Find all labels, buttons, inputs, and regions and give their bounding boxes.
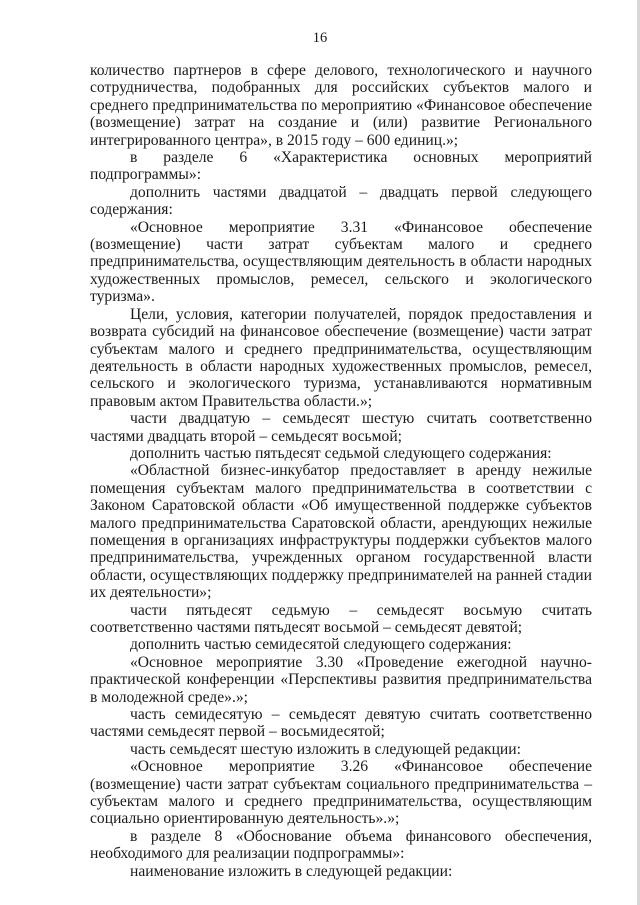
paragraph: «Областной бизнес-инкубатор предоставляет в аренду нежилые помещения субъектам малого предпринимательства в соответствии с Законом Саратовской области «Об имущественной поддержке субъектов малого предпринимательства Саратовской области, арендующих нежилые помещения в организациях инфраструктуры поддержки субъектов малого предпринимательства, учрежденных органом государственной власти области, осуществляющих поддержку предпринимателей на ранней стадии их деятельности»; bbox=[90, 462, 592, 602]
paragraph: в разделе 6 «Характеристика основных мероприятий подпрограммы»: bbox=[90, 149, 592, 184]
paragraph: части пятьдесят седьмую – семьдесят восьмую считать соответственно частями пятьдесят восьмой – семьдесят девятой; bbox=[90, 601, 592, 636]
paragraph: часть семидесятую – семьдесят девятую считать соответственно частями семьдесят первой – восьмидесятой; bbox=[90, 706, 592, 741]
paragraph: «Основное мероприятие 3.31 «Финансовое обеспечение (возмещение) части затрат субъектам малого и среднего предпринимательства, осуществляющим деятельность в области народных художественных промыслов, ремесел, сельского и экологического туризма». bbox=[90, 218, 592, 306]
paragraph: части двадцатую – семьдесят шестую считать соответственно частями двадцать второй – семьдесят восьмой; bbox=[90, 410, 592, 445]
paragraph: количество партнеров в сфере делового, технологического и научного сотрудничества, подобранных для российских субъектов малого и среднего предпринимательства по мероприятию «Финансовое обеспечение (возмещение) затрат на создание и (или) развитие Регионального интегрированного центра», в 2015 году – 600 единиц.»; bbox=[90, 62, 592, 149]
document-body bbox=[90, 62, 592, 880]
paragraph: наименование изложить в следующей редакции: bbox=[130, 862, 453, 880]
paragraph: дополнить частью пятьдесят седьмой следующего содержания: bbox=[130, 444, 552, 462]
page-number: 16 bbox=[312, 30, 328, 46]
paragraph: «Основное мероприятие 3.30 «Проведение ежегодной научно-практической конференции «Перспективы развития предпринимательства в молодежной среде».»; bbox=[90, 653, 592, 706]
paragraph: дополнить частями двадцатой – двадцать первой следующего содержания: bbox=[90, 183, 592, 219]
paragraph: дополнить частью семидесятой следующего содержания: bbox=[130, 636, 512, 654]
paragraph: часть семьдесят шестую изложить в следующей редакции: bbox=[130, 740, 521, 758]
paragraph: «Основное мероприятие 3.26 «Финансовое обеспечение (возмещение) части затрат субъектам социального предпринимательства – субъектам малого и среднего предпринимательства, осуществляющим социально ориентированную деятельность».»; bbox=[90, 758, 592, 828]
paragraph: Цели, условия, категории получателей, порядок предоставления и возврата субсидий на финансовое обеспечение (возмещение) части затрат субъектам малого и среднего предпринимательства, осуществляющим деятельность в области народных художественных промыслов, ремесел, сельского и экологического туризма, устанавливаются нормативным правовым актом Правительства области.»; bbox=[90, 305, 592, 410]
paragraph: в разделе 8 «Обоснование объема финансового обеспечения, необходимого для реализации подпрограммы»: bbox=[90, 827, 592, 863]
